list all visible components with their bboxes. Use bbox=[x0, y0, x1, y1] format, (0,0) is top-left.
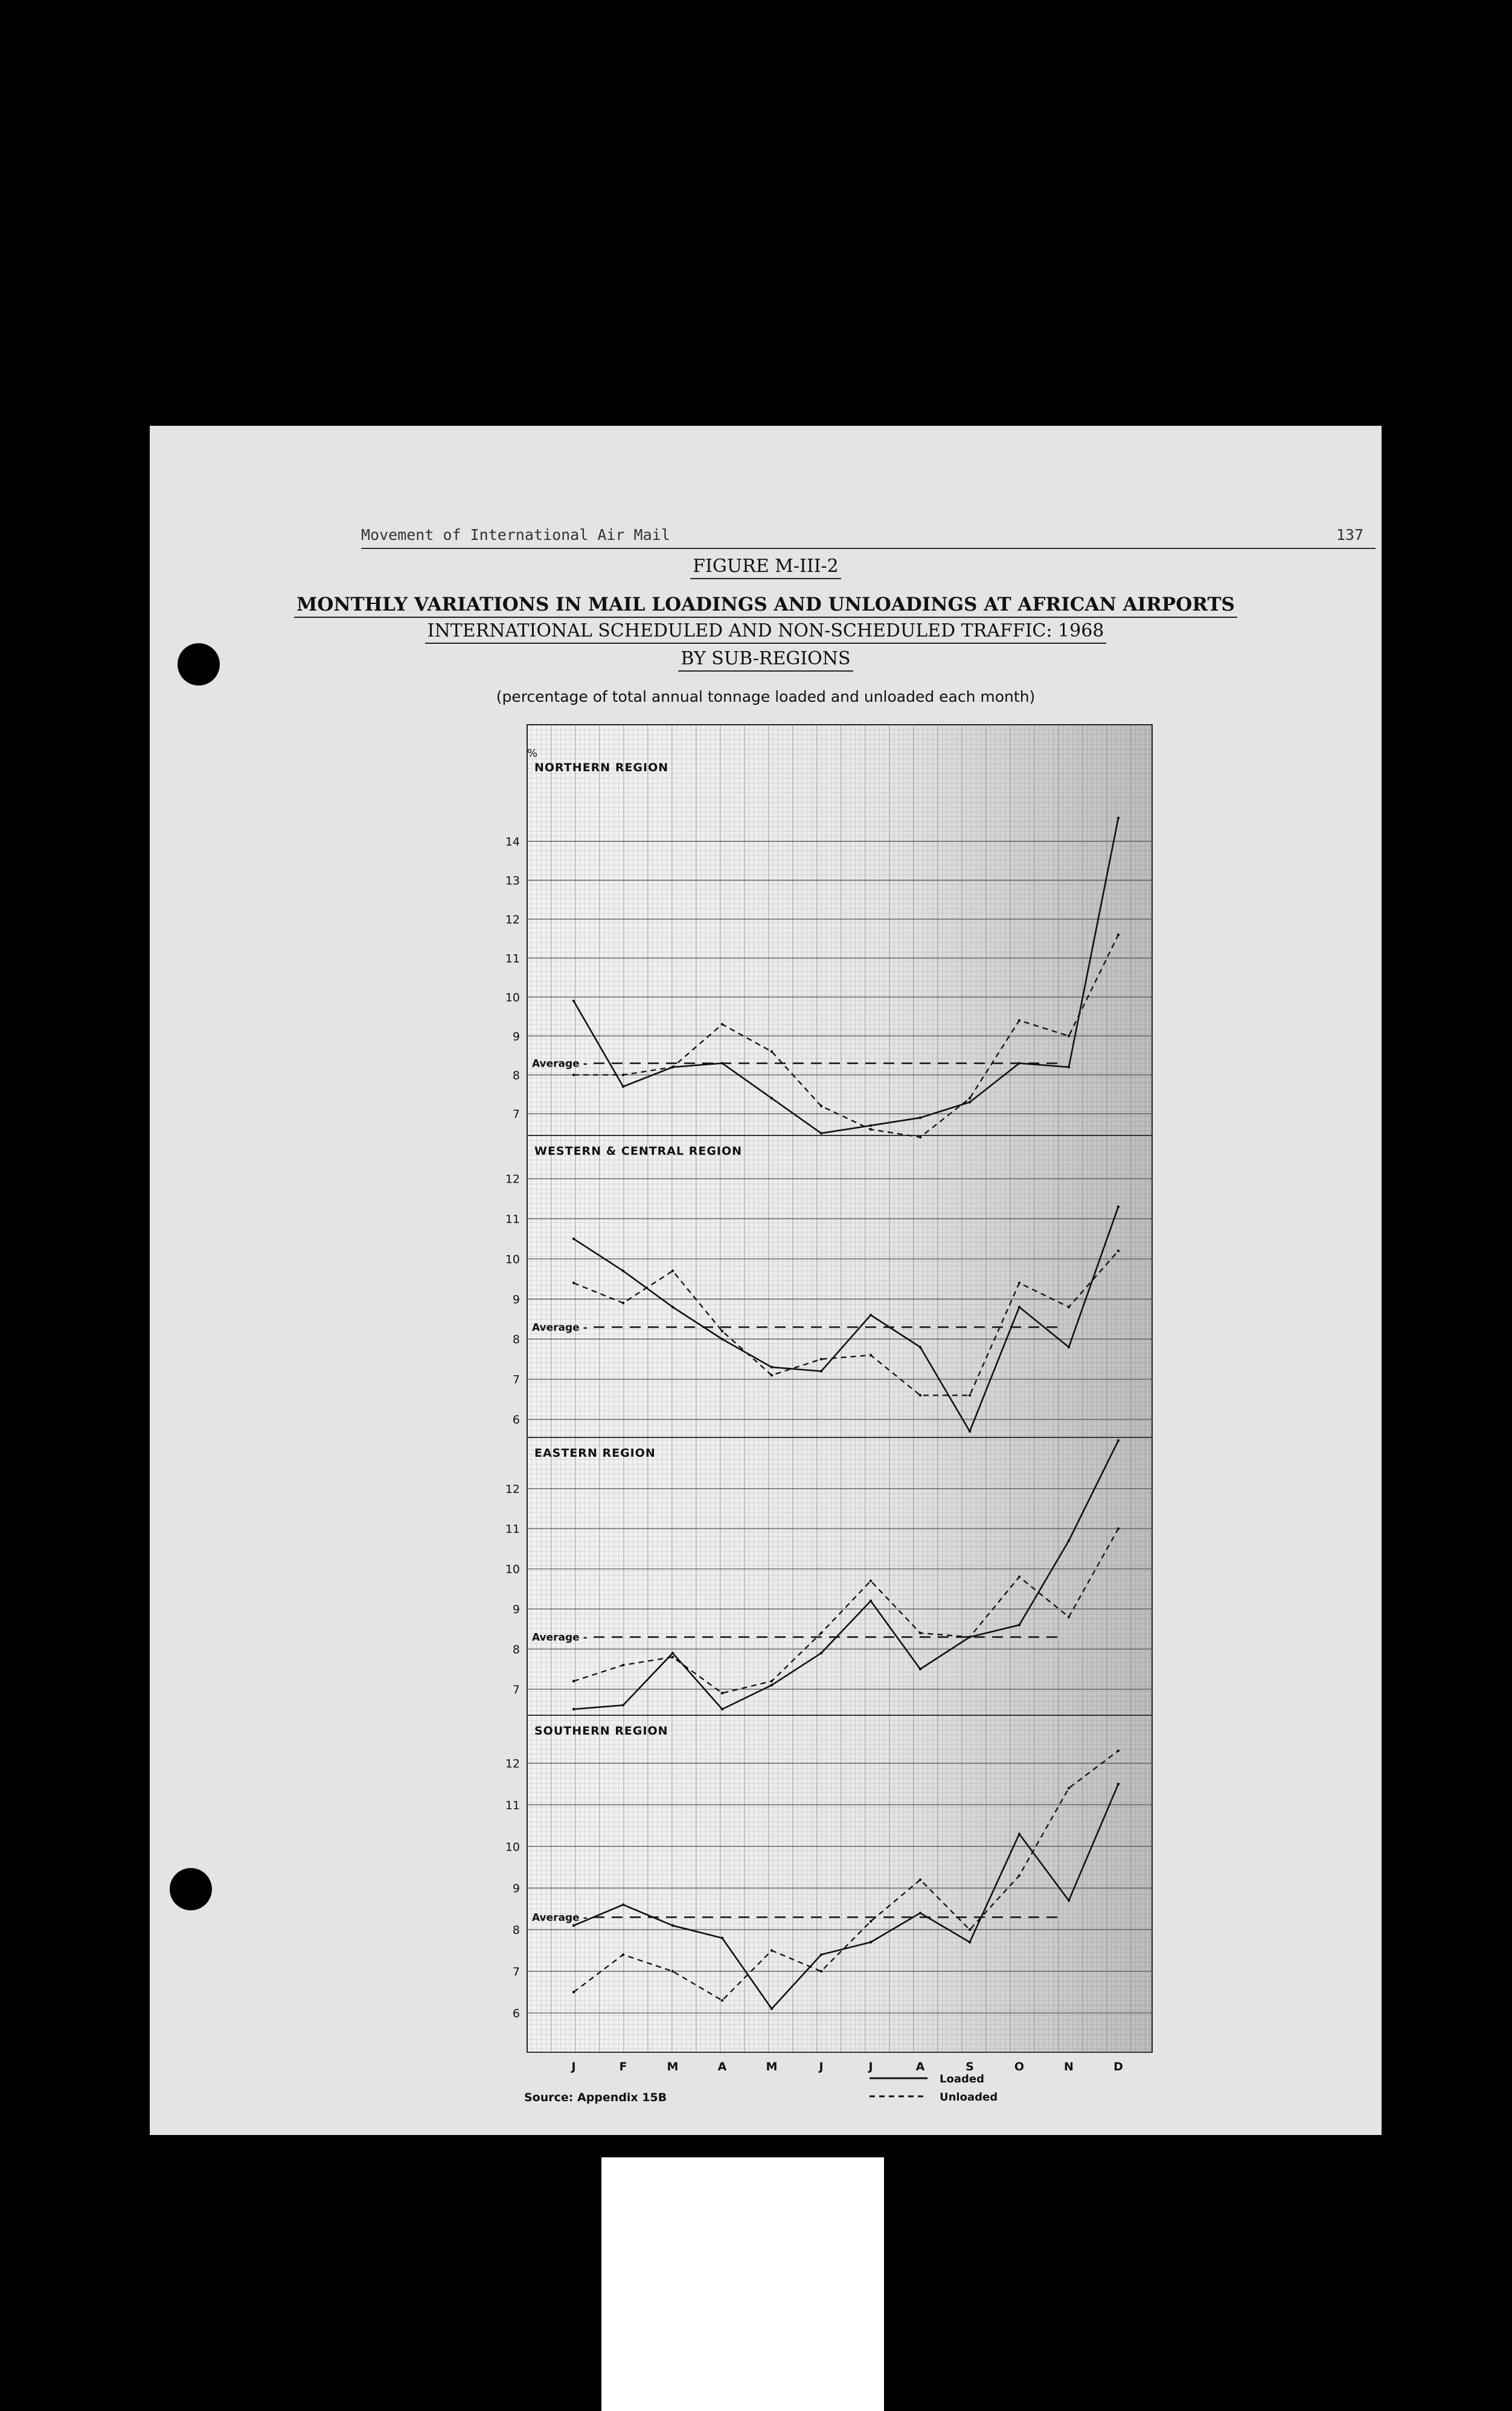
data-point-loaded bbox=[671, 1306, 674, 1308]
x-tick-label: J bbox=[819, 2060, 824, 2073]
data-point-unloaded bbox=[1117, 1527, 1120, 1530]
data-point-loaded bbox=[1068, 1066, 1070, 1068]
data-point-unloaded bbox=[969, 1636, 971, 1638]
data-point-loaded bbox=[770, 2008, 773, 2010]
data-point-unloaded bbox=[870, 1354, 872, 1356]
legend-loaded-label: Loaded bbox=[940, 2073, 984, 2085]
legend-unloaded-label: Unloaded bbox=[940, 2091, 998, 2104]
data-point-unloaded bbox=[770, 1680, 773, 1682]
data-point-loaded bbox=[870, 1124, 872, 1126]
data-point-unloaded bbox=[572, 1680, 575, 1682]
data-point-loaded bbox=[572, 1708, 575, 1710]
x-tick-label: A bbox=[717, 2060, 727, 2073]
data-point-unloaded bbox=[770, 1949, 773, 1951]
panel-title: WESTERN & CENTRAL REGION bbox=[534, 1145, 743, 1158]
y-tick-label: 11 bbox=[505, 1799, 520, 1812]
data-point-unloaded bbox=[1117, 934, 1120, 936]
data-point-loaded bbox=[1068, 1899, 1070, 1902]
x-tick-label: S bbox=[966, 2060, 974, 2073]
data-point-loaded bbox=[820, 1370, 822, 1372]
figure-title-line3: BY SUB-REGIONS bbox=[150, 648, 1382, 669]
data-point-unloaded bbox=[572, 1282, 575, 1284]
page-number: 137 bbox=[1336, 526, 1363, 544]
y-tick-label: 7 bbox=[512, 1373, 520, 1387]
data-point-loaded bbox=[721, 1937, 723, 1939]
panel-title: NORTHERN REGION bbox=[534, 761, 669, 774]
data-point-unloaded bbox=[721, 1330, 723, 1332]
y-tick-label: 6 bbox=[512, 2006, 520, 2020]
y-tick-label: 13 bbox=[505, 874, 520, 888]
data-point-loaded bbox=[870, 1941, 872, 1944]
figure-title-line1: MONTHLY VARIATIONS IN MAIL LOADINGS AND UNLOADINGS AT AFRICAN AIRPORTS bbox=[150, 594, 1382, 615]
panel-title: SOUTHERN REGION bbox=[534, 1724, 668, 1738]
figure-subtitle: (percentage of total annual tonnage loaded and unloaded each month) bbox=[496, 688, 1036, 705]
data-point-unloaded bbox=[820, 1358, 822, 1360]
data-point-loaded bbox=[820, 1652, 822, 1654]
x-tick-label: F bbox=[619, 2060, 627, 2073]
data-point-unloaded bbox=[622, 1953, 624, 1956]
y-tick-label: 11 bbox=[505, 1523, 520, 1536]
y-tick-label: 8 bbox=[512, 1068, 520, 1082]
y-tick-label: 10 bbox=[505, 1562, 520, 1576]
data-point-unloaded bbox=[919, 1878, 921, 1881]
y-tick-label: 8 bbox=[512, 1333, 520, 1347]
y-tick-label: 14 bbox=[505, 835, 520, 849]
data-point-loaded bbox=[622, 1704, 624, 1706]
y-tick-label: 10 bbox=[505, 990, 520, 1004]
data-point-loaded bbox=[919, 1346, 921, 1348]
data-point-loaded bbox=[622, 1904, 624, 1906]
average-label: Average - bbox=[532, 1058, 588, 1070]
data-point-loaded bbox=[770, 1097, 773, 1099]
data-point-loaded bbox=[919, 1912, 921, 1914]
data-point-unloaded bbox=[1018, 1282, 1020, 1284]
y-tick-label: 8 bbox=[512, 1643, 520, 1657]
y-tick-label: 6 bbox=[512, 1413, 520, 1427]
data-point-unloaded bbox=[671, 1970, 674, 1973]
y-tick-label: 9 bbox=[512, 1030, 520, 1044]
figure-number: FIGURE M-III-2 bbox=[150, 556, 1382, 577]
data-point-unloaded bbox=[870, 1128, 872, 1131]
data-point-loaded bbox=[969, 1101, 971, 1103]
data-point-loaded bbox=[870, 1600, 872, 1602]
y-tick-label: 7 bbox=[512, 1108, 520, 1122]
data-point-unloaded bbox=[671, 1066, 674, 1068]
data-point-unloaded bbox=[969, 1928, 971, 1931]
data-point-unloaded bbox=[1018, 1874, 1020, 1876]
y-tick-label: 12 bbox=[505, 1482, 520, 1496]
y-tick-label: 9 bbox=[512, 1882, 520, 1896]
data-point-unloaded bbox=[671, 1655, 674, 1658]
data-point-loaded bbox=[572, 1238, 575, 1240]
data-point-unloaded bbox=[820, 1105, 822, 1107]
source-note: Source: Appendix 15B bbox=[524, 2091, 667, 2104]
data-point-unloaded bbox=[622, 1664, 624, 1666]
data-point-unloaded bbox=[919, 1136, 921, 1138]
data-point-loaded bbox=[969, 1941, 971, 1944]
running-title: Movement of International Air Mail bbox=[361, 526, 670, 544]
data-point-loaded bbox=[820, 1953, 822, 1956]
data-point-unloaded bbox=[721, 1023, 723, 1026]
y-tick-label: 12 bbox=[505, 1757, 520, 1771]
y-tick-label: 10 bbox=[505, 1253, 520, 1266]
data-point-unloaded bbox=[820, 1970, 822, 1973]
y-tick-label: 12 bbox=[505, 913, 520, 926]
data-point-loaded bbox=[919, 1668, 921, 1670]
data-point-loaded bbox=[1117, 817, 1120, 819]
y-tick-label: 10 bbox=[505, 1840, 520, 1854]
data-point-unloaded bbox=[622, 1074, 624, 1076]
data-point-loaded bbox=[572, 1924, 575, 1927]
x-tick-label: O bbox=[1014, 2060, 1025, 2073]
data-point-unloaded bbox=[1068, 1616, 1070, 1618]
data-point-loaded bbox=[770, 1366, 773, 1369]
data-point-loaded bbox=[1018, 1062, 1020, 1064]
panel-title: EASTERN REGION bbox=[534, 1446, 656, 1460]
data-point-unloaded bbox=[721, 1999, 723, 2002]
data-point-unloaded bbox=[1068, 1306, 1070, 1308]
data-point-unloaded bbox=[671, 1270, 674, 1272]
data-point-loaded bbox=[721, 1708, 723, 1710]
y-tick-label: 9 bbox=[512, 1292, 520, 1306]
data-point-unloaded bbox=[969, 1097, 971, 1099]
data-point-loaded bbox=[671, 1652, 674, 1654]
data-point-loaded bbox=[1117, 1439, 1120, 1442]
x-tick-label: N bbox=[1064, 2060, 1074, 2073]
y-tick-label: 12 bbox=[505, 1172, 520, 1186]
data-point-loaded bbox=[1117, 1206, 1120, 1208]
x-tick-label: D bbox=[1113, 2060, 1123, 2073]
y-tick-label: 7 bbox=[512, 1683, 520, 1697]
data-point-unloaded bbox=[919, 1394, 921, 1396]
data-point-loaded bbox=[1068, 1346, 1070, 1348]
data-point-loaded bbox=[1068, 1539, 1070, 1542]
data-point-loaded bbox=[1018, 1306, 1020, 1308]
y-tick-label: 7 bbox=[512, 1965, 520, 1979]
data-point-unloaded bbox=[770, 1374, 773, 1376]
data-point-unloaded bbox=[1018, 1019, 1020, 1021]
data-point-unloaded bbox=[870, 1920, 872, 1922]
data-point-unloaded bbox=[919, 1632, 921, 1634]
y-unit-label: % bbox=[527, 747, 538, 760]
data-point-loaded bbox=[671, 1924, 674, 1927]
data-point-unloaded bbox=[1018, 1576, 1020, 1578]
data-point-unloaded bbox=[1117, 1250, 1120, 1252]
data-point-loaded bbox=[919, 1116, 921, 1119]
data-point-loaded bbox=[622, 1270, 624, 1272]
data-point-unloaded bbox=[572, 1074, 575, 1076]
x-tick-label: M bbox=[766, 2060, 778, 2073]
data-point-unloaded bbox=[820, 1632, 822, 1634]
data-point-loaded bbox=[572, 1000, 575, 1002]
data-point-loaded bbox=[969, 1430, 971, 1433]
x-tick-label: A bbox=[915, 2060, 925, 2073]
average-label: Average - bbox=[532, 1631, 588, 1644]
data-point-unloaded bbox=[1117, 1750, 1120, 1752]
y-tick-label: 11 bbox=[505, 1212, 520, 1226]
data-point-unloaded bbox=[1068, 1035, 1070, 1037]
data-point-unloaded bbox=[870, 1579, 872, 1582]
data-point-unloaded bbox=[572, 1991, 575, 1993]
figure-title-line2: INTERNATIONAL SCHEDULED AND NON-SCHEDULED TRAFFIC: 1968 bbox=[150, 620, 1382, 641]
data-point-loaded bbox=[721, 1338, 723, 1340]
data-point-unloaded bbox=[622, 1302, 624, 1304]
data-point-loaded bbox=[1018, 1623, 1020, 1626]
data-point-unloaded bbox=[770, 1050, 773, 1053]
white-tab bbox=[601, 2157, 884, 2411]
data-point-loaded bbox=[770, 1684, 773, 1686]
legend bbox=[870, 2073, 998, 2104]
y-tick-label: 9 bbox=[512, 1603, 520, 1617]
data-point-loaded bbox=[1018, 1832, 1020, 1835]
data-point-loaded bbox=[622, 1085, 624, 1088]
data-point-unloaded bbox=[721, 1692, 723, 1694]
x-tick-label: J bbox=[571, 2060, 576, 2073]
y-tick-label: 11 bbox=[505, 952, 520, 966]
data-point-loaded bbox=[820, 1132, 822, 1134]
data-point-loaded bbox=[721, 1062, 723, 1064]
average-label: Average - bbox=[532, 1321, 588, 1334]
data-point-loaded bbox=[870, 1314, 872, 1316]
data-point-unloaded bbox=[969, 1394, 971, 1396]
x-tick-label: M bbox=[667, 2060, 679, 2073]
data-point-unloaded bbox=[1068, 1787, 1070, 1790]
x-tick-label: J bbox=[868, 2060, 873, 2073]
average-label: Average - bbox=[532, 1912, 588, 1924]
data-point-loaded bbox=[1117, 1783, 1120, 1785]
y-tick-label: 8 bbox=[512, 1924, 520, 1937]
